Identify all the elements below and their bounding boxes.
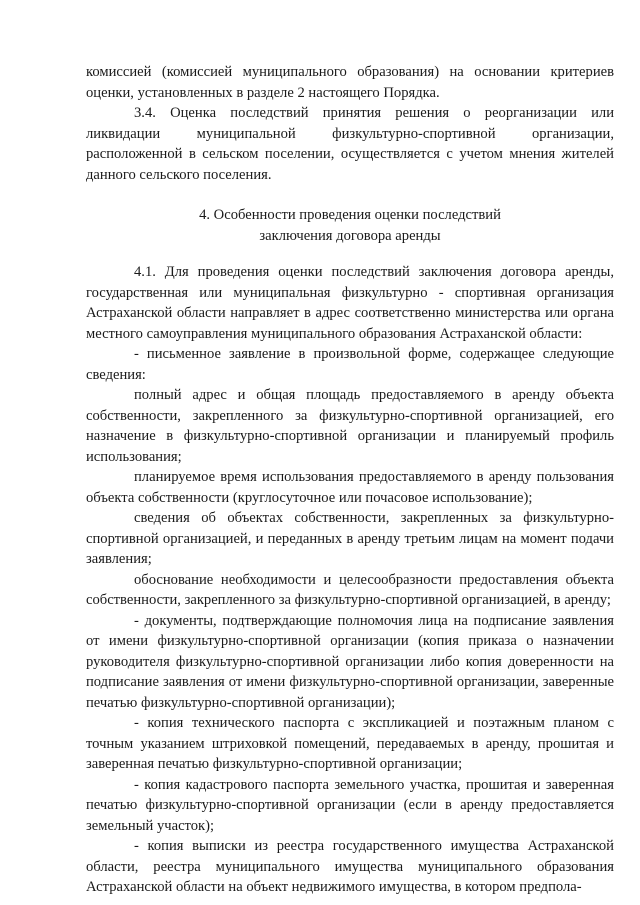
list-item-authority-documents: - документы, подтверждающие полномочия лица на подписание заявления от имени физкультурно-спортивной организации (копия приказа о назначении руководителя физкультурно-спортивной организации либо копия доверенности на подписание заявления от имени физкультурно-спортивной организации, заверенные печатью физкультурно-спортивной организации); bbox=[86, 612, 614, 711]
section-heading bbox=[86, 205, 614, 247]
list-item-cadastral-passport: - копия кадастрового паспорта земельного участка, прошитая и заверенная печатью физкультурно-спортивной организации (если в аренду предоставляется земельный участок); bbox=[86, 776, 614, 834]
list-item-technical-passport: - копия технического паспорта с экспликацией и поэтажным планом с точным указанием штриховкой помещений, передаваемых в аренду, прошитая и заверенная печатью физкультурно-спортивной организации; bbox=[86, 715, 614, 772]
paragraph-3-4: 3.4. Оценка последствий принятия решения о реорганизации или ликвидации муниципальной физкультурно-спортивной организации, расположенной в сельском поселении, осуществляется с учетом мнения жителей данного сельского поселения. bbox=[86, 105, 614, 183]
paragraph-continuation: комиссией (комиссией муниципального образования) на основании критериев оценки, установленных в разделе 2 настоящего Порядка. bbox=[86, 64, 614, 101]
paragraph-4-1: 4.1. Для проведения оценки последствий заключения договора аренды, государственная или муниципальная физкультурно - спортивная организация Астраханской области направляет в адрес соответственно министерства или органа местного самоуправления муниципального образования Астраханской области: bbox=[86, 264, 614, 342]
section-heading-line-2: заключения договора аренды bbox=[259, 228, 441, 244]
list-item-registry-extract: - копия выписки из реестра государственного имущества Астраханской области, реестра муниципального имущества муниципального образования Астраханской области на объект недвижимого имущества, в котором предпола- bbox=[86, 838, 614, 895]
list-subitem-address: полный адрес и общая площадь предоставляемого в аренду объекта собственности, закрепленного за физкультурно-спортивной организацией, его назначение в физкультурно-спортивной организации и планируемый профиль использования; bbox=[86, 387, 614, 465]
list-subitem-objects: сведения об объектах собственности, закрепленных за физкультурно-спортивной организацией, и переданных в аренду третьим лицам на момент подачи заявления; bbox=[86, 510, 614, 567]
list-subitem-justification: обоснование необходимости и целесообразности предоставления объекта собственности, закрепленного за физкультурно-спортивной организацией, в аренду; bbox=[86, 571, 614, 608]
section-heading-line-1: 4. Особенности проведения оценки последствий bbox=[199, 207, 501, 223]
list-subitem-time: планируемое время использования предоставляемого в аренду пользования объекта собственности (круглосуточное или почасовое использование); bbox=[86, 469, 614, 506]
top-text-block bbox=[86, 62, 614, 185]
section-4-body bbox=[86, 262, 614, 898]
list-item-application: - письменное заявление в произвольной форме, содержащее следующие сведения: bbox=[86, 346, 614, 383]
